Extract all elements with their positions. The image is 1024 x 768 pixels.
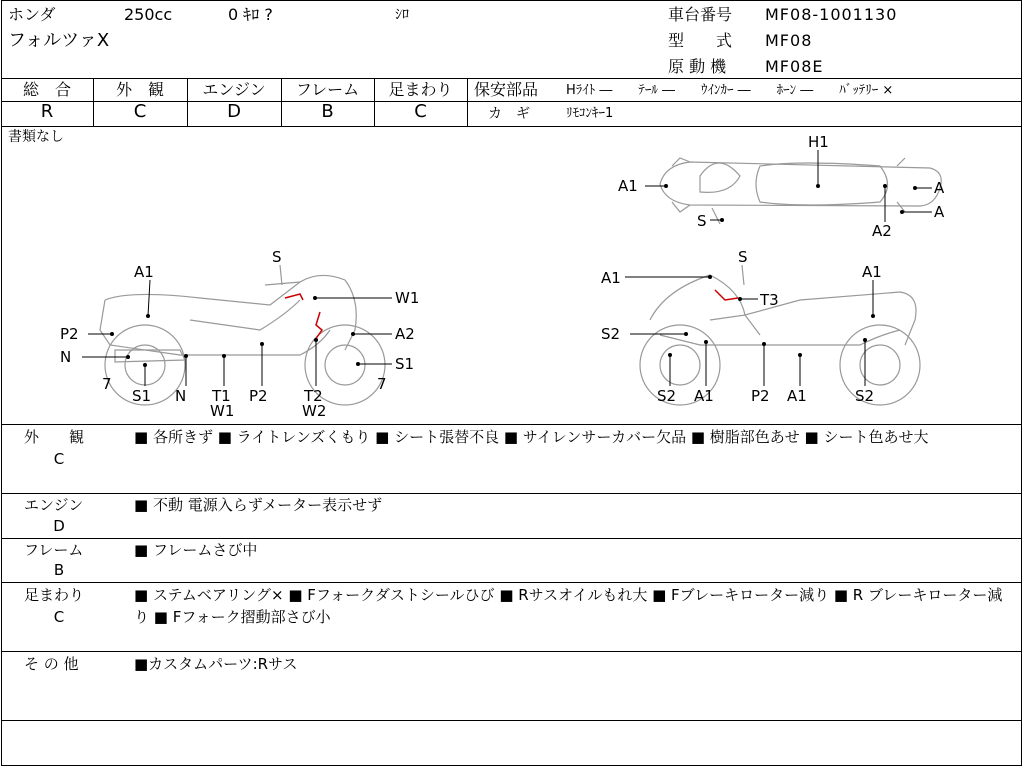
label-p2-left: P2 xyxy=(60,325,79,343)
label-7-rear: 7 xyxy=(102,375,112,393)
documents-note: 書類なし xyxy=(8,129,64,145)
note-label-other: そ の 他 xyxy=(24,655,79,673)
label-a2-left: A2 xyxy=(395,325,415,343)
note-text-engine: ■ 不動 電源入らずメーター表示せず xyxy=(134,496,383,514)
label-a-top-2: A xyxy=(934,203,945,221)
note-label-engine: エンジン xyxy=(24,496,84,514)
label-s1-left-front: S1 xyxy=(395,355,415,373)
callout-dots xyxy=(110,184,917,367)
label-w1-left-bottom: W1 xyxy=(210,402,235,420)
engine-type: MF08E xyxy=(765,57,824,76)
grade-label-engine: エンジン xyxy=(202,80,266,99)
grade-value-overall: R xyxy=(40,101,54,122)
label-s-left: S xyxy=(272,248,282,266)
note-label-frame: フレーム xyxy=(24,541,84,559)
chassis-label: 車台番号 xyxy=(668,5,733,24)
grade-label-frame: フレーム xyxy=(295,80,360,99)
label-a1-top: A1 xyxy=(618,177,638,195)
label-t1-left: T1 xyxy=(212,387,231,405)
type-label: 型 式 xyxy=(668,31,733,50)
divider xyxy=(1,720,1022,721)
label-n-left: N xyxy=(60,348,72,366)
engine-label: 原 動 機 xyxy=(668,57,727,76)
mileage: 0 ｷﾛ ? xyxy=(228,5,273,24)
divider xyxy=(1,424,1022,425)
label-7-front: 7 xyxy=(377,375,387,393)
damage-diagram xyxy=(0,127,1024,424)
label-h1: H1 xyxy=(808,133,829,151)
label-n-left-bottom: N xyxy=(175,387,187,405)
color: ｼﾛ xyxy=(395,7,409,23)
label-s1-left-rear: S1 xyxy=(132,387,152,405)
note-text-suspension: ■ ステムベアリング× ■ Fフォークダストシールひび ■ Rサスオイルもれ大 ■ Fブレーキローター減り ■ R ブレーキローター減り ■ Fフォーク摺動部さび小 xyxy=(134,586,1003,626)
label-w2-left: W2 xyxy=(302,402,327,420)
note-label-exterior: 外 観 xyxy=(24,428,85,446)
safety-items: Hﾗｲﾄ ― ﾃｰﾙ ― ｳｲﾝｶｰ ― ﾎｰﾝ ― ﾊﾞｯﾃﾘｰ × xyxy=(566,83,894,98)
grade-label-suspension: 足まわり xyxy=(388,80,453,99)
note-grade-suspension: C xyxy=(53,608,65,626)
note-label-suspension: 足まわり xyxy=(24,586,85,604)
key-value: ﾘﾓｺﾝｷｰ1 xyxy=(566,106,614,121)
displacement: 250cc xyxy=(124,5,173,24)
grade-value-suspension: C xyxy=(414,101,427,122)
grade-value-exterior: C xyxy=(133,101,147,122)
label-t3-right: T3 xyxy=(760,291,779,309)
label-s-top: S xyxy=(697,212,707,230)
divider xyxy=(467,101,1022,102)
label-s2-right-rear: S2 xyxy=(855,387,875,405)
label-a1-left: A1 xyxy=(134,263,154,281)
safety-label: 保安部品 xyxy=(474,80,539,99)
key-label: カ ギ xyxy=(488,106,530,122)
divider xyxy=(1,78,1022,79)
grade-value-engine: D xyxy=(227,101,241,122)
scooter-right-view xyxy=(640,265,920,405)
divider xyxy=(1,651,1022,652)
label-a2-top: A2 xyxy=(872,222,892,240)
note-grade-frame: B xyxy=(53,561,65,579)
grade-label-overall: 総 合 xyxy=(22,80,71,99)
chassis-number: MF08-1001130 xyxy=(765,5,898,24)
grade-label-exterior: 外 観 xyxy=(115,80,164,99)
note-grade-exterior: C xyxy=(53,450,65,468)
maker: ホンダ xyxy=(8,5,56,24)
label-s2-right: S2 xyxy=(601,325,621,343)
label-p2-right-bottom: P2 xyxy=(751,387,770,405)
label-p2-left-bottom: P2 xyxy=(249,387,268,405)
note-text-exterior: ■ 各所きず ■ ライトレンズくもり ■ シート張替不良 ■ サイレンサーカバー欠品 ■ 樹脂部色あせ ■ シート色あせ大 xyxy=(134,428,929,446)
label-t2-left: T2 xyxy=(304,387,323,405)
note-grade-engine: D xyxy=(53,517,65,535)
divider xyxy=(1,582,1022,583)
label-a-top-1: A xyxy=(934,179,945,197)
model-name: フォルツァX xyxy=(8,30,110,51)
scooter-left-view xyxy=(100,265,385,405)
label-s-right: S xyxy=(738,248,748,266)
label-a1-right-rear: A1 xyxy=(862,263,882,281)
label-w1-left: W1 xyxy=(395,289,420,307)
note-text-frame: ■ フレームさび中 xyxy=(134,541,258,559)
label-a1-right-bottom-2: A1 xyxy=(787,387,807,405)
label-a1-right-front: A1 xyxy=(601,269,621,287)
label-a1-right-bottom: A1 xyxy=(694,387,714,405)
divider xyxy=(467,78,468,126)
callout-lines xyxy=(82,150,932,386)
note-text-other: ■カスタムパーツ:Rサス xyxy=(134,655,298,673)
model-type: MF08 xyxy=(765,31,813,50)
grade-value-frame: B xyxy=(321,101,334,122)
label-s2-right-bottom: S2 xyxy=(657,387,677,405)
